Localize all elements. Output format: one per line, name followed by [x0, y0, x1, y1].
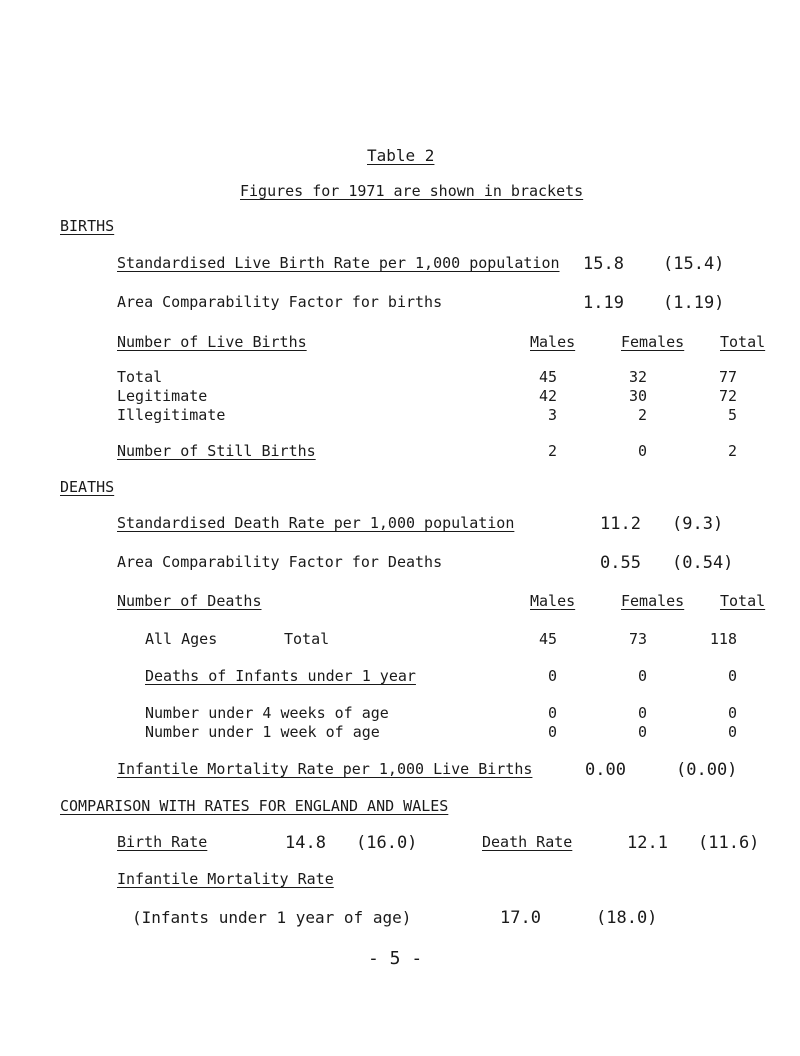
infants-note: (Infants under 1 year of age) [132, 908, 412, 927]
births-row-males: 3 [547, 406, 557, 424]
births-row-males: 42 [538, 387, 557, 405]
births-row-label: Legitimate [117, 387, 208, 405]
births-row-total: 5 [727, 406, 737, 424]
births-col-females: Females [621, 333, 685, 351]
under-1-week-label: Number under 1 week of age [145, 723, 380, 741]
imr-prev: (0.00) [676, 760, 738, 780]
sdr-value: 11.2 [600, 514, 641, 534]
birth-rate-prev: (16.0) [356, 833, 418, 853]
births-heading: BIRTHS [60, 217, 115, 235]
birth-acf-value: 1.19 [583, 293, 624, 313]
under-1-week-females: 0 [637, 723, 647, 741]
births-row-females: 30 [628, 387, 647, 405]
infant-deaths-females: 0 [637, 667, 647, 685]
deaths-heading: DEATHS [60, 478, 115, 496]
sbr-prev: (15.4) [663, 254, 725, 274]
all-ages-total: 118 [709, 630, 737, 648]
still-births-females: 0 [637, 442, 647, 460]
under-4-weeks-total: 0 [727, 704, 737, 722]
table-title: Table 2 [367, 146, 435, 165]
births-row-label: Illegitimate [117, 406, 226, 424]
birth-acf-prev: (1.19) [663, 293, 725, 313]
under-1-week-total: 0 [727, 723, 737, 741]
under-4-weeks-label: Number under 4 weeks of age [145, 704, 389, 722]
births-row-females: 32 [628, 368, 647, 386]
under-4-weeks-males: 0 [547, 704, 557, 722]
death-rate-value: 12.1 [627, 833, 668, 853]
all-ages-males: 45 [538, 630, 557, 648]
num-deaths-label: Number of Deaths [117, 592, 262, 610]
comparison-imr-label: Infantile Mortality Rate [117, 870, 334, 888]
birth-rate-value: 14.8 [285, 833, 326, 853]
sbr-value: 15.8 [583, 254, 624, 274]
still-births-label: Number of Still Births [117, 442, 316, 460]
sbr-label: Standardised Live Birth Rate per 1,000 population [117, 254, 560, 272]
birth-acf-label: Area Comparability Factor for births [117, 293, 443, 311]
under-1-week-males: 0 [547, 723, 557, 741]
live-births-label: Number of Live Births [117, 333, 307, 351]
comparison-heading: COMPARISON WITH RATES FOR ENGLAND AND WALES [60, 797, 449, 815]
death-acf-label: Area Comparability Factor for Deaths [117, 553, 443, 571]
births-row-label: Total [117, 368, 163, 386]
comparison-imr-value: 17.0 [500, 908, 541, 928]
births-row-females: 2 [637, 406, 647, 424]
infant-deaths-total: 0 [727, 667, 737, 685]
births-col-total: Total [720, 333, 766, 351]
imr-label: Infantile Mortality Rate per 1,000 Live Births [117, 760, 533, 778]
deaths-col-females: Females [621, 592, 685, 610]
death-rate-prev: (11.6) [698, 833, 760, 853]
death-acf-value: 0.55 [600, 553, 641, 573]
all-ages-total-label: Total [284, 630, 330, 648]
page-number: - 5 - [368, 948, 423, 969]
brackets-note: Figures for 1971 are shown in brackets [240, 182, 584, 200]
death-acf-prev: (0.54) [672, 553, 734, 573]
death-rate-label: Death Rate [482, 833, 573, 851]
infant-deaths-label: Deaths of Infants under 1 year [145, 667, 416, 685]
births-row-total: 77 [718, 368, 737, 386]
deaths-col-males: Males [530, 592, 576, 610]
sdr-label: Standardised Death Rate per 1,000 population [117, 514, 515, 532]
birth-rate-label: Birth Rate [117, 833, 208, 851]
all-ages-females: 73 [628, 630, 647, 648]
births-row-total: 72 [718, 387, 737, 405]
sdr-prev: (9.3) [672, 514, 724, 534]
all-ages-label: All Ages [145, 630, 218, 648]
still-births-males: 2 [547, 442, 557, 460]
comparison-imr-prev: (18.0) [596, 908, 658, 928]
deaths-col-total: Total [720, 592, 766, 610]
infant-deaths-males: 0 [547, 667, 557, 685]
births-row-males: 45 [538, 368, 557, 386]
under-4-weeks-females: 0 [637, 704, 647, 722]
still-births-total: 2 [727, 442, 737, 460]
births-col-males: Males [530, 333, 576, 351]
imr-value: 0.00 [585, 760, 626, 780]
